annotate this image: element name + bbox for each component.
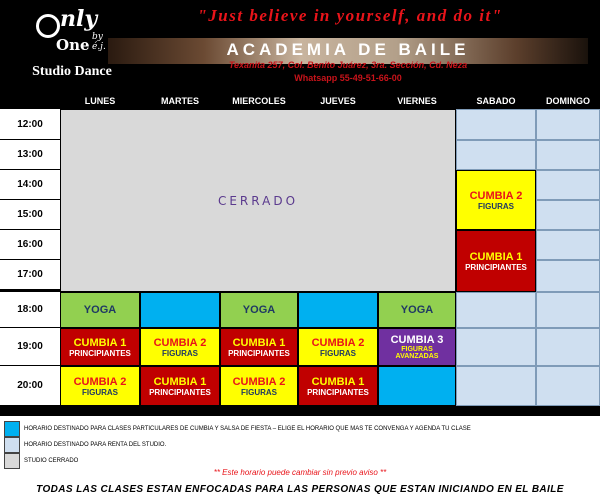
legend-particular: HORARIO DESTINADO PARA CLASES PARTICULARES DE CUMBIA Y SALSA DE FIESTA – ELIGE EL HORARIO QUE MAS TE CONVENGA Y AGENDA TU CLASE [4, 421, 471, 437]
time-label: 19:00 [0, 328, 60, 366]
class-cumbia-3: CUMBIA 3 FIGURAS AVANZADAS [378, 328, 456, 366]
page-title: ACADEMIA DE BAILE [226, 40, 470, 59]
whatsapp: Whatsapp 55-49-51-66-00 [294, 73, 402, 83]
day-header-domingo: DOMINGO [546, 96, 590, 106]
time-label: 17:00 [0, 260, 60, 290]
class-yoga: YOGA [220, 292, 298, 328]
rental-slot [536, 140, 600, 170]
legend-swatch [4, 453, 20, 469]
day-header-jueves: JUEVES [320, 96, 356, 106]
motto: "Just believe in yourself, and do it" [197, 6, 503, 25]
rental-slot [536, 109, 600, 140]
private-class-slot [378, 366, 456, 406]
rental-slot [536, 260, 600, 292]
time-label: 16:00 [0, 230, 60, 260]
studio-logo [30, 6, 114, 86]
day-header-sabado: SABADO [476, 96, 516, 106]
time-label: 15:00 [0, 200, 60, 230]
time-label: 13:00 [0, 140, 60, 170]
rental-slot [456, 109, 536, 140]
studio-name: Studio Dance [32, 64, 112, 79]
time-label: 20:00 [0, 366, 60, 406]
legend-swatch [4, 421, 20, 437]
header [0, 0, 600, 94]
rental-slot [536, 292, 600, 328]
schedule-grid [0, 94, 600, 416]
day-header-miercoles: MIERCOLES [232, 96, 286, 106]
closed-label: CERRADO [217, 193, 299, 208]
rental-slot [456, 328, 536, 366]
rental-slot [456, 292, 536, 328]
class-cumbia-2: CUMBIA 2 FIGURAS [298, 328, 378, 366]
day-header-lunes: LUNES [84, 96, 116, 106]
legend-renta: HORARIO DESTINADO PARA RENTA DEL STUDIO. [4, 437, 166, 453]
private-class-slot [298, 292, 378, 328]
schedule-note: ** Este horario puede cambiar sin previo aviso ** [213, 468, 387, 477]
rental-slot [536, 200, 600, 230]
class-yoga: YOGA [378, 292, 456, 328]
logo-dancer-icon [36, 14, 60, 38]
class-cumbia-1: CUMBIA 1 PRINCIPIANTES [456, 230, 536, 292]
class-cumbia-1: CUMBIA 1 PRINCIPIANTES [140, 366, 220, 406]
class-cumbia-2: CUMBIA 2 FIGURAS [140, 328, 220, 366]
logo-only-text: nly [60, 6, 98, 32]
footer-text: TODAS LAS CLASES ESTAN ENFOCADAS PARA LAS PERSONAS QUE ESTAN INICIANDO EN EL BAILE [36, 484, 564, 495]
time-label: 18:00 [0, 292, 60, 328]
rental-slot [536, 170, 600, 200]
logo-one-text: One [56, 36, 90, 54]
private-class-slot [140, 292, 220, 328]
legend-cerrado: STUDIO CERRADO [4, 453, 78, 469]
class-cumbia-2: CUMBIA 2 FIGURAS [220, 366, 298, 406]
rental-slot [456, 140, 536, 170]
day-header-viernes: VIERNES [397, 96, 437, 106]
class-yoga: YOGA [60, 292, 140, 328]
class-cumbia-1: CUMBIA 1 PRINCIPIANTES [220, 328, 298, 366]
logo-by-text: by é.j. [92, 32, 106, 52]
address: Texanita 257, Col. Benito Juárez, 3ra. Sección, Cd. Neza [228, 60, 468, 70]
rental-slot [536, 328, 600, 366]
rental-slot [456, 366, 536, 406]
day-header-martes: MARTES [161, 96, 199, 106]
legend-swatch [4, 437, 20, 453]
class-cumbia-2: CUMBIA 2 FIGURAS [60, 366, 140, 406]
closed-block [60, 109, 456, 292]
class-cumbia-2: CUMBIA 2 FIGURAS [456, 170, 536, 230]
time-label: 14:00 [0, 170, 60, 200]
rental-slot [536, 230, 600, 260]
time-label: 12:00 [0, 109, 60, 140]
rental-slot [536, 366, 600, 406]
class-cumbia-1: CUMBIA 1 PRINCIPIANTES [60, 328, 140, 366]
class-cumbia-1: CUMBIA 1 PRINCIPIANTES [298, 366, 378, 406]
